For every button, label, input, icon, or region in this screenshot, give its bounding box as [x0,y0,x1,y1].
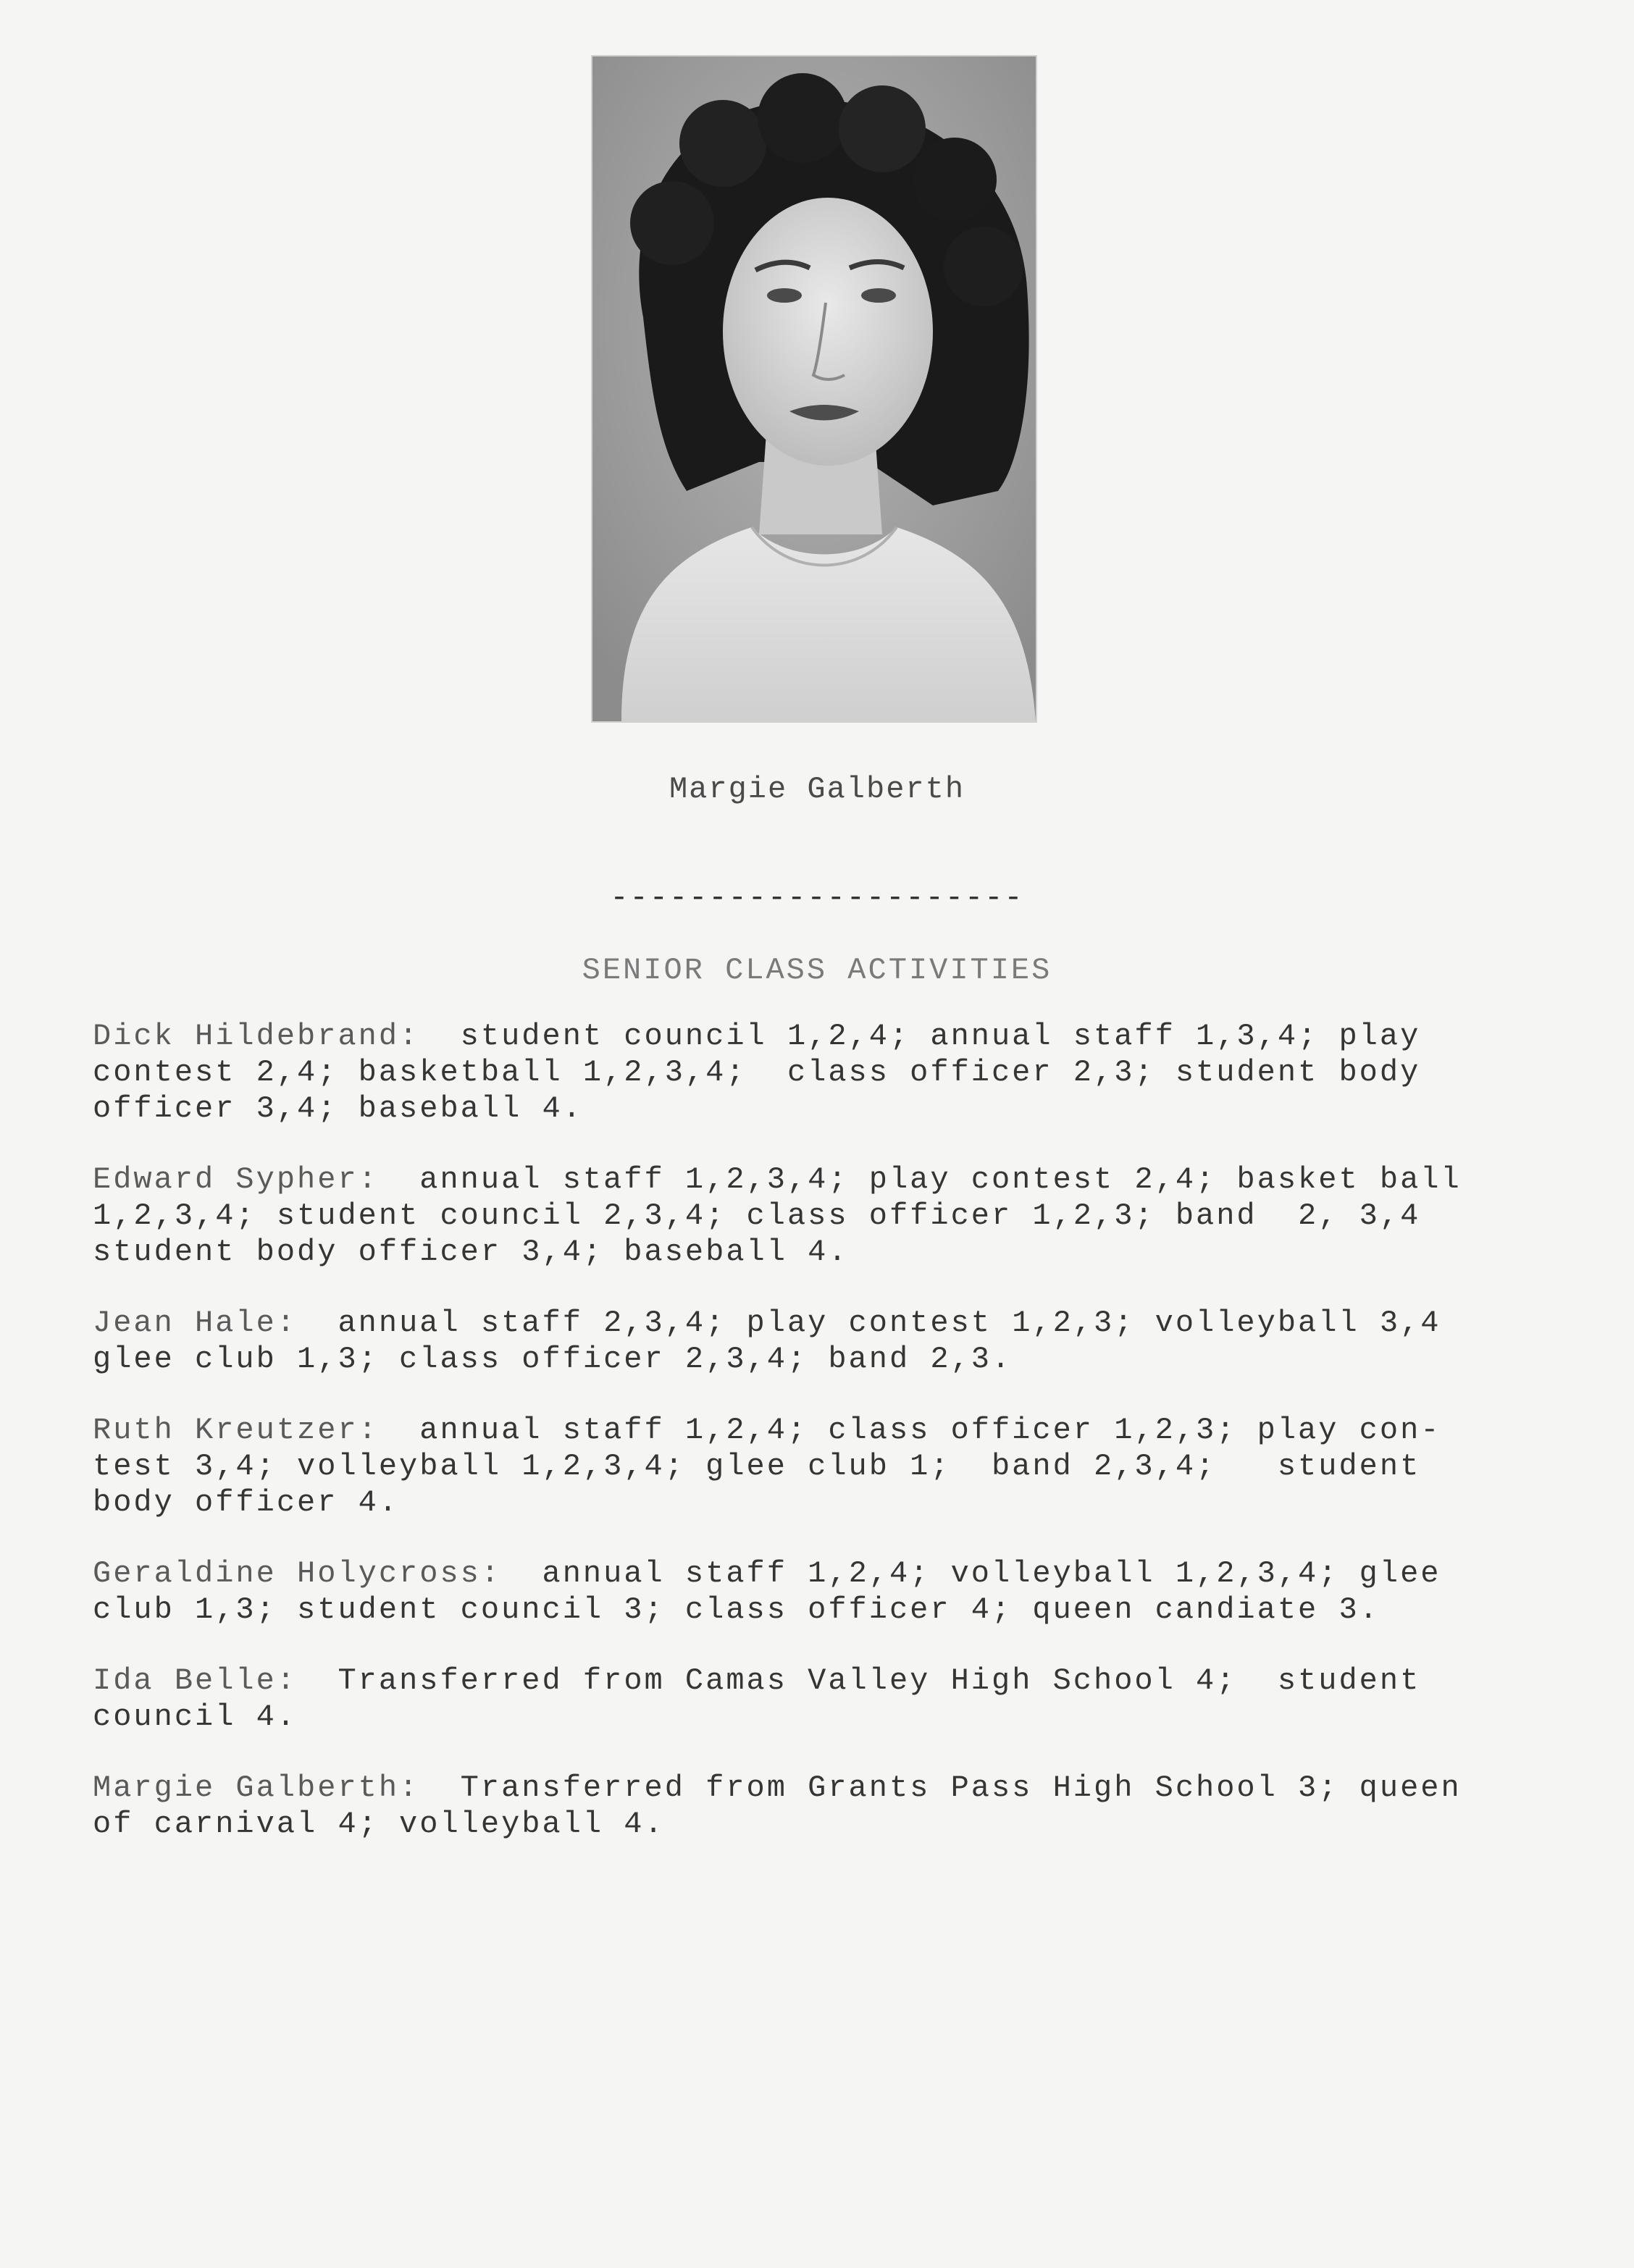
activities-list [93,1018,1512,1842]
portrait-illustration [592,56,1036,721]
entry-margie-galberth [93,1770,1512,1842]
entry-dick-hildebrand [93,1018,1512,1127]
portrait-photo [592,56,1036,721]
entry-line: of carnival 4; volleyball 4. [93,1807,665,1841]
entry-line: annual staff 1,2,3,4; play contest 2,4; basket ball [378,1162,1462,1197]
entry-line: student council 1,2,4; annual staff 1,3,4; play [419,1019,1421,1054]
entry-line: annual staff 2,3,4; play contest 1,2,3; volleyball 3,4 [297,1306,1441,1340]
entry-line: Transferred from Camas Valley High School 4; student [297,1663,1421,1698]
photo-caption: Margie Galberth [669,772,965,807]
entry-name: Dick Hildebrand: [93,1019,420,1054]
entry-line: Transferred from Grants Pass High School 3; queen [419,1771,1462,1805]
entry-line: club 1,3; student council 3; class officer 4; queen candiate 3. [93,1592,1380,1627]
entry-name: Geraldine Holycross: [93,1556,502,1591]
entry-line: officer 3,4; baseball 4. [93,1091,583,1126]
entry-line: glee club 1,3; class officer 2,3,4; band 2,3. [93,1342,1013,1377]
entry-ida-belle [93,1663,1512,1735]
entry-name: Jean Hale: [93,1306,298,1340]
entry-geraldine-holycross [93,1555,1512,1628]
entry-name: Ruth Kreutzer: [93,1413,379,1448]
entry-line: student body officer 3,4; baseball 4. [93,1235,849,1269]
entry-line: body officer 4. [93,1485,400,1520]
entry-line: contest 2,4; basketball 1,2,3,4; class officer 2,3; student body [93,1055,1421,1090]
entry-line: 1,2,3,4; student council 2,3,4; class officer 1,2,3; band 2, 3,4 [93,1198,1421,1233]
entry-line: annual staff 1,2,4; class officer 1,2,3; play con- [378,1413,1441,1448]
section-heading: SENIOR CLASS ACTIVITIES [582,953,1052,988]
entry-line: council 4. [93,1700,298,1734]
entry-line: test 3,4; volleyball 1,2,3,4; glee club 1; band 2,3,4; student [93,1449,1421,1484]
entry-name: Ida Belle: [93,1663,298,1698]
entry-name: Margie Galberth: [93,1771,420,1805]
entry-name: Edward Sypher: [93,1162,379,1197]
entry-line: annual staff 1,2,4; volleyball 1,2,3,4; glee [501,1556,1441,1591]
entry-jean-hale [93,1305,1512,1377]
entry-ruth-kreutzer [93,1412,1512,1521]
entry-edward-sypher [93,1162,1512,1270]
divider-line: --------------------- [610,881,1024,915]
